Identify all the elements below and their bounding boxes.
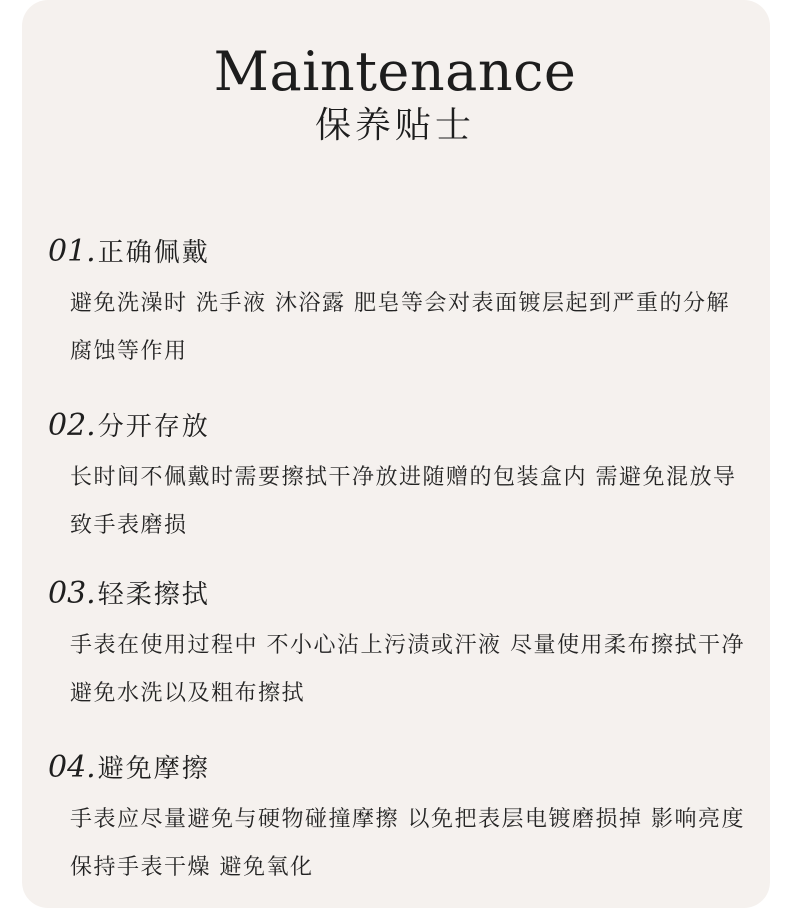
section-body: 长时间不佩戴时需要擦拭干净放进随赠的包装盒内 需避免混放导致手表磨损: [70, 465, 737, 538]
tip-section-friction: [48, 748, 748, 892]
tip-section-storage: [48, 406, 748, 550]
section-number: 03.: [48, 576, 96, 611]
section-title: 分开存放: [97, 412, 210, 442]
section-body: 手表在使用过程中 不小心沾上污渍或汗液 尽量使用柔布擦拭干净 避免水洗以及粗布擦拭: [70, 633, 745, 706]
section-heading: [48, 406, 748, 446]
section-title: 正确佩戴: [97, 238, 210, 268]
tip-section-wipe: [48, 574, 748, 718]
section-title: 避免摩擦: [97, 754, 210, 784]
page-subtitle: 保养贴士: [314, 105, 475, 146]
section-heading: [48, 232, 748, 272]
section-number: 02.: [48, 408, 96, 443]
tip-section-wear: [48, 232, 748, 376]
page-title: Maintenance: [213, 40, 577, 103]
section-number: 01.: [48, 234, 96, 269]
section-body: 手表应尽量避免与硬物碰撞摩擦 以免把表层电镀磨损掉 影响亮度 保持手表干燥 避免氧化: [70, 807, 745, 880]
section-body: 避免洗澡时 洗手液 沐浴露 肥皂等会对表面镀层起到严重的分解 腐蚀等作用: [70, 291, 730, 364]
section-number: 04.: [48, 750, 96, 785]
section-heading: [48, 574, 748, 614]
section-heading: [48, 748, 748, 788]
section-title: 轻柔擦拭: [97, 580, 210, 610]
